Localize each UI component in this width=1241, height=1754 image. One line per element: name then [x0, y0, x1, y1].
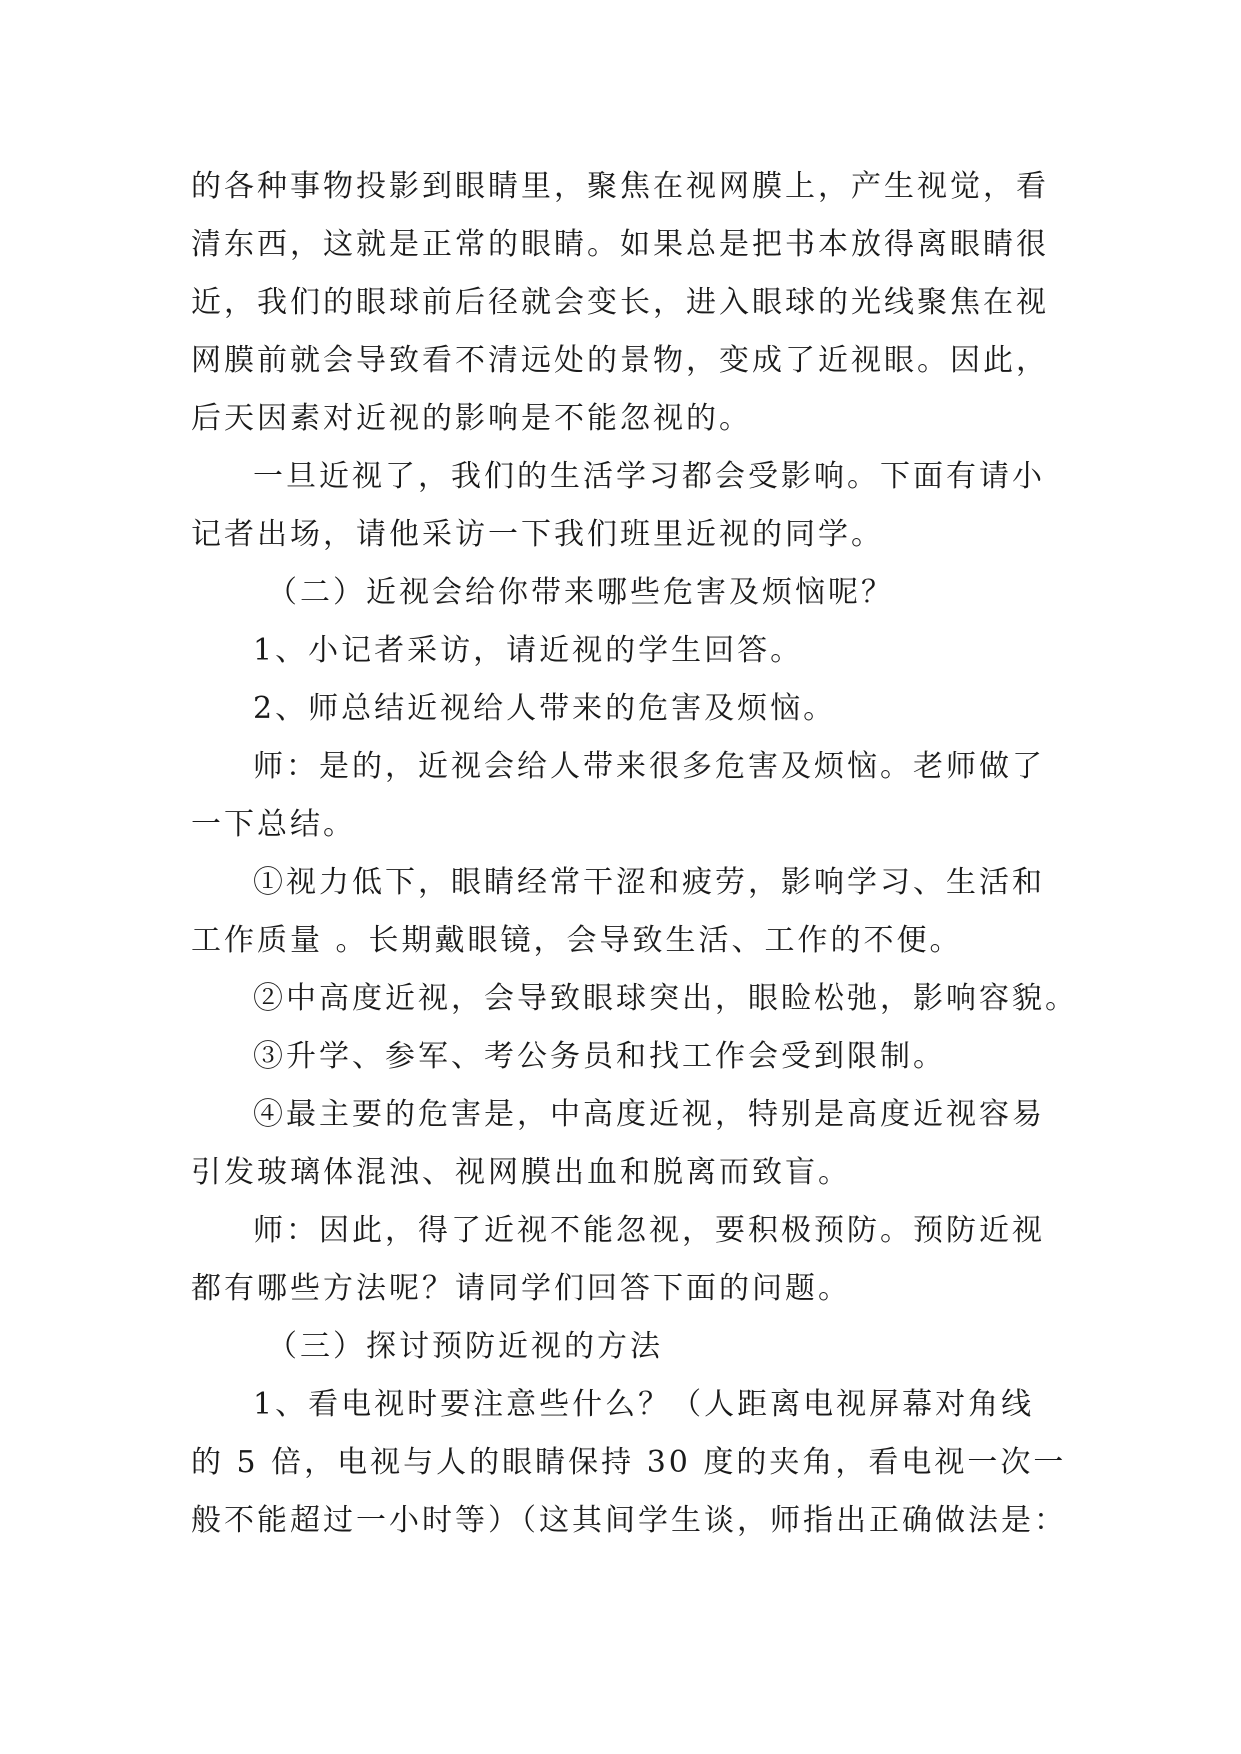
- section-heading: （三）探讨预防近视的方法: [267, 1329, 663, 1364]
- list-item: ③升学、参军、考公务员和找工作会受到限制。: [253, 1039, 946, 1074]
- text-line: 都有哪些方法呢？请同学们回答下面的问题。: [191, 1271, 851, 1306]
- list-item: 1、看电视时要注意些什么？（人距离电视屏幕对角线: [253, 1387, 1035, 1422]
- paragraph-start: 师：是的，近视会给人带来很多危害及烦恼。老师做了: [253, 749, 1045, 784]
- text-line: 近，我们的眼球前后径就会变长，进入眼球的光线聚焦在视: [191, 285, 1049, 320]
- list-item: ②中高度近视，会导致眼球突出，眼睑松弛，影响容貌。: [253, 981, 1078, 1016]
- list-item: ①视力低下，眼睛经常干涩和疲劳，影响学习、生活和: [253, 865, 1045, 900]
- text-line: 工作质量 。长期戴眼镜，会导致生活、工作的不便。: [191, 923, 963, 958]
- text-line: 后天因素对近视的影响是不能忽视的。: [191, 401, 752, 436]
- text-line: 的 5 倍，电视与人的眼睛保持 30 度的夹角，看电视一次一: [191, 1445, 1067, 1480]
- list-item: ④最主要的危害是，中高度近视，特别是高度近视容易: [253, 1097, 1045, 1132]
- text-line: 记者出场，请他采访一下我们班里近视的同学。: [191, 517, 884, 552]
- text-line: 的各种事物投影到眼睛里，聚焦在视网膜上，产生视觉，看: [191, 169, 1049, 204]
- list-item: 2、师总结近视给人带来的危害及烦恼。: [253, 691, 837, 726]
- list-item: 1、小记者采访，请近视的学生回答。: [253, 633, 804, 668]
- paragraph-start: 师：因此，得了近视不能忽视，要积极预防。预防近视: [253, 1213, 1045, 1248]
- text-line: 引发玻璃体混浊、视网膜出血和脱离而致盲。: [191, 1155, 851, 1190]
- paragraph-start: 一旦近视了，我们的生活学习都会受影响。下面有请小: [253, 459, 1045, 494]
- text-line: 清东西，这就是正常的眼睛。如果总是把书本放得离眼睛很: [191, 227, 1049, 262]
- text-line: 一下总结。: [191, 807, 356, 842]
- section-heading: （二）近视会给你带来哪些危害及烦恼呢？: [267, 575, 894, 610]
- text-line: 网膜前就会导致看不清远处的景物，变成了近视眼。因此，: [191, 343, 1049, 378]
- text-line: 般不能超过一小时等）（这其间学生谈，师指出正确做法是：: [191, 1503, 1067, 1538]
- document-body: [191, 158, 1078, 1550]
